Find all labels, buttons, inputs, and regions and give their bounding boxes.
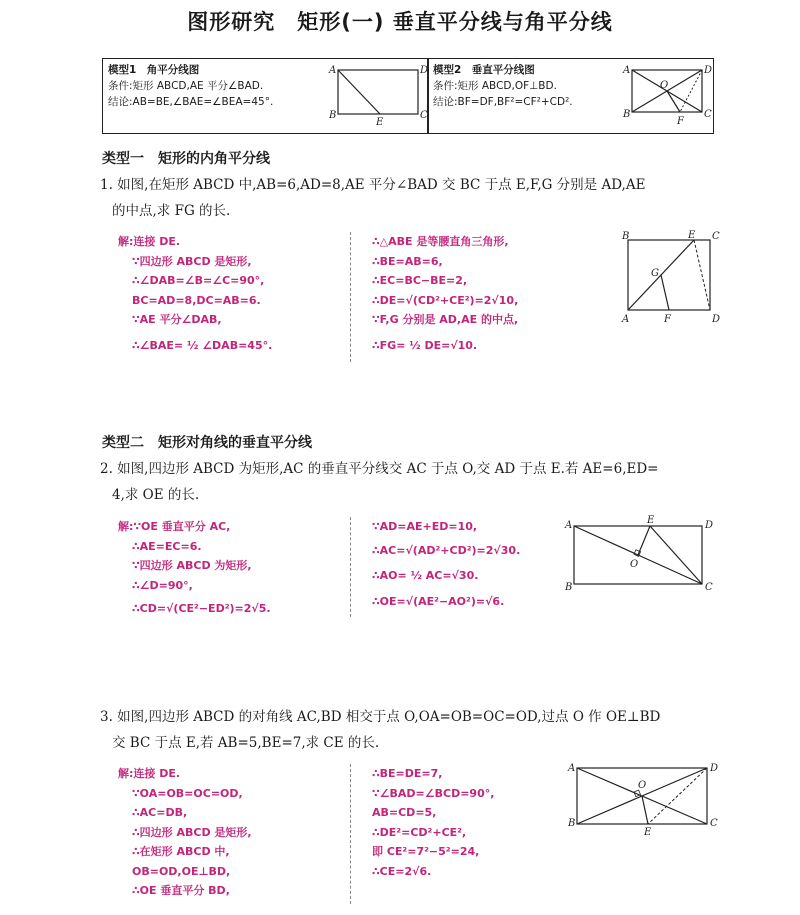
q3-solution-left [118,764,252,901]
model2-text [433,62,573,110]
q3-sol-l1: ∵OA=OB=OC=OD, [132,786,243,800]
q2-label-d: D [705,520,714,531]
m2-label-d: D [704,65,713,76]
q2-sol-l1: ∴AE=EC=6. [132,539,202,553]
section1-heading: 类型一 矩形的内角平分线 [102,151,270,167]
q1-solution-left [118,232,272,355]
q3-sol-l6: ∴OE 垂直平分 BD, [132,884,230,897]
q2-sol-r0: ∵AD=AE+ED=10, [372,520,478,533]
q2-sol-r2: ∴AO= ½ AC=√30. [372,569,479,582]
q1-line1: 1. 如图,在矩形 ABCD 中,AB=6,AD=8,AE 平分∠BAD 交 BC 于点 E,F,G 分别是 AD,AE [100,177,646,193]
model1-figure [328,62,429,128]
q1-sol-r3: ∴DE=√(CD²+CE²)=2√10, [372,293,519,307]
m1-label-d: D [420,65,429,76]
q2-label-c: C [705,582,713,593]
q1-sol-l3: BC=AD=8,DC=AB=6. [132,293,261,307]
q2-figure [562,514,722,596]
q1-sol-l5: ∴∠BAE= ½ ∠DAB=45°. [132,338,273,352]
q2-line1: 2. 如图,四边形 ABCD 为矩形,AC 的垂直平分线交 AC 于点 O,交 AD 于点 E.若 AE=6,ED= [100,461,659,477]
q3-sol-r4: 即 CE²=7²−5²=24, [372,845,480,858]
q3-line2: 交 BC 于点 E,若 AB=5,BE=7,求 CE 的长. [112,735,380,751]
q3-sol-l2: ∴AC=DB, [132,806,188,819]
q2-solution-right [372,517,520,611]
m1-label-b: B [329,110,337,121]
model1-name: 模型1 角平分线图 [108,64,200,76]
q1-sol-l2: ∴∠DAB=∠B=∠C=90°, [132,274,265,287]
q3-sol-r2: AB=CD=5, [372,806,437,819]
q1-line2: 的中点,求 FG 的长. [112,203,231,219]
q3-sol-l4: ∴在矩形 ABCD 中, [132,845,230,858]
q2-sol-l0: 解:∵OE 垂直平分 AC, [118,520,231,533]
q3-sol-l3: ∴四边形 ABCD 是矩形, [132,825,252,839]
q3-sol-r3: ∴DE²=CD²+CE², [372,825,467,839]
m1-label-e: E [376,117,384,128]
q1-sol-r5: ∴FG= ½ DE=√10. [372,338,478,352]
q2-label-e: E [647,515,655,526]
q3-line1: 3. 如图,四边形 ABCD 的对角线 AC,BD 相交于点 O,OA=OB=OC=OD,过点 O 作 OE⊥BD [100,709,661,725]
page-title: 图形研究 矩形(一) 垂直平分线与角平分线 [187,10,613,34]
model1-condition: 条件:矩形 ABCD,AE 平分∠BAD. [108,80,264,92]
q2-solution-left [118,517,271,619]
q3-label-b: B [568,818,576,829]
q1-label-g: G [651,268,659,279]
q2-label-b: B [565,582,573,593]
q1-sol-r0: ∴△ABE 是等腰直角三角形, [372,235,509,248]
model2-figure [622,62,712,128]
q3-solution-right [372,764,494,881]
m2-label-c: C [704,109,712,120]
q3-sol-r5: ∴CE=2√6. [372,864,432,878]
q3-sol-r1: ∵∠BAD=∠BCD=90°, [372,786,495,800]
q3-label-d: D [710,763,719,774]
m1-label-a: A [329,65,337,76]
q1-label-e: E [688,230,696,241]
q2-sol-r1: ∴AC=√(AD²+CD²)=2√30. [372,543,521,557]
q1-sol-r2: ∴EC=BC−BE=2, [372,274,468,287]
q3-sol-r0: ∴BE=DE=7, [372,767,443,780]
q3-label-e: E [644,827,652,838]
m2-label-o: O [660,80,669,91]
q1-sol-r4: ∵F,G 分别是 AD,AE 的中点, [372,313,519,326]
q1-label-c: C [712,231,720,242]
q3-sol-l5: OB=OD,OE⊥BD, [132,864,231,878]
model2-condition: 条件:矩形 ABCD,OF⊥BD. [433,80,557,92]
q2-divider [350,517,351,617]
q1-label-f: F [664,314,671,325]
q2-label-o: O [630,559,639,570]
q2-sol-l3: ∴∠D=90°, [132,578,193,592]
model1-conclusion: 结论:AB=BE,∠BAE=∠BEA=45°. [108,96,274,108]
q3-text [100,704,660,756]
m2-label-b: B [623,109,631,120]
q2-line2: 4,求 OE 的长. [112,487,200,503]
q1-sol-r1: ∴BE=AB=6, [372,254,443,268]
q2-text [100,456,658,508]
model1-text [108,62,273,110]
q1-divider [350,232,351,362]
q1-label-d: D [712,314,721,325]
q3-label-o: O [638,780,647,791]
m2-label-a: A [623,65,631,76]
q3-divider [350,764,351,904]
q3-figure [565,758,725,838]
q3-label-c: C [710,818,718,829]
m2-label-f: F [677,116,684,127]
q2-sol-r3: ∴OE=√(AE²−AO²)=√6. [372,594,505,608]
m1-label-c: C [420,110,428,121]
q3-sol-l0: 解:连接 DE. [118,767,181,780]
q2-label-a: A [565,520,573,531]
q1-sol-l1: ∵四边形 ABCD 是矩形, [132,254,252,268]
model2-conclusion: 结论:BF=DF,BF²=CF²+CD². [433,96,573,108]
q2-sol-l4: ∴CD=√(CE²−ED²)=2√5. [132,602,271,615]
q1-label-a: A [622,314,630,325]
q1-figure [614,230,724,326]
section2-heading: 类型二 矩形对角线的垂直平分线 [102,435,312,451]
q2-sol-l2: ∵四边形 ABCD 为矩形, [132,559,252,572]
q3-label-a: A [568,763,576,774]
q1-sol-l0: 解:连接 DE. [118,235,181,248]
q1-sol-l4: ∵AE 平分∠DAB, [132,313,222,326]
q1-solution-right [372,232,518,355]
q1-text [100,172,645,224]
q1-label-b: B [622,231,630,242]
model2-name: 模型2 垂直平分线图 [433,64,535,76]
